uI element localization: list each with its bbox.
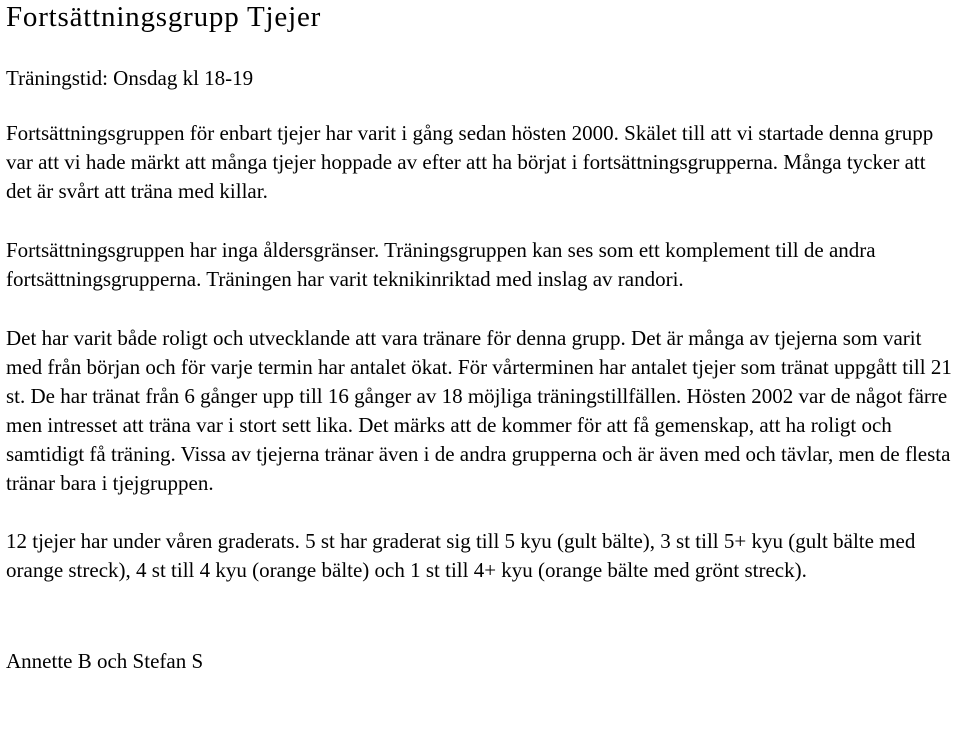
document-title: Fortsättningsgrupp Tjejer <box>6 1 322 33</box>
signature: Annette B och Stefan S <box>6 649 204 673</box>
paragraph-gradings: 12 tjejer har under våren graderats. 5 st har graderat sig till 5 kyu (gult bälte), 3 st till 5+ kyu (gult bälte med orange streck), 4 st till 4 kyu (orange bälte) och 1 st till 4+ kyu (orange bälte med grönt streck). <box>6 529 916 582</box>
document-page <box>6 0 956 676</box>
paragraph-age-limits: Fortsättningsgruppen har inga åldersgränser. Träningsgruppen kan ses som ett komplement till de andra fortsättningsgrupperna. Träningen har varit teknikinriktad med inslag av randori. <box>6 238 876 291</box>
training-time: Träningstid: Onsdag kl 18-19 <box>6 66 254 90</box>
paragraph-experience: Det har varit både roligt och utvecklande att vara tränare för denna grupp. Det är många av tjejerna som varit med från början och för varje termin har antalet ökat. För vårterminen har antalet tjejer som tränat uppgått till 21 st. De har tränat från 6 gånger upp till 16 gånger av 18 möjliga träningstillfällen. Hösten 2002 var de något färre men intresset att träna var i stort sett lika. Det märks att de kommer för att få gemenskap, att ha roligt och samtidigt få träning. Vissa av tjejerna tränar även i de andra grupperna och är även med och tävlar, men de flesta tränar bara i tjejgruppen. <box>6 326 952 495</box>
paragraph-background: Fortsättningsgruppen för enbart tjejer har varit i gång sedan hösten 2000. Skälet till att vi startade denna grupp var att vi hade märkt att många tjejer hoppade av efter att ha börjat i fortsättningsgrupperna. Många tycker att det är svårt att träna med killar. <box>6 121 934 203</box>
